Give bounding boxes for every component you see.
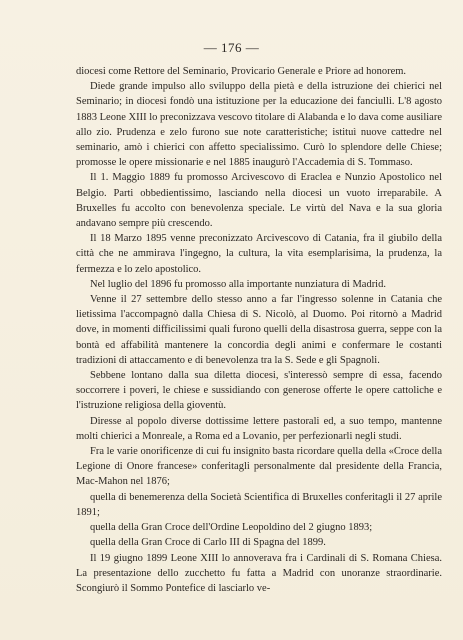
paragraph: Il 1. Maggio 1889 fu promosso Arcivescovo di Eraclea e Nunzio Apostolico nel Belgio. Parti obbedientissimo, lasciando nella diocesi un vuoto irreparabile. A Bruxelles fu accolto con benevolenza speciale. Le virtù del Nava e la sua gloria andavano sempre più crescendo. (76, 172, 442, 230)
paragraph: Nel luglio del 1896 fu promosso alla importante nunziatura di Madrid. (90, 278, 386, 290)
paragraph: quella di benemerenza della Società Scientifica di Bruxelles conferitagli il 27 aprile 1891; (76, 491, 442, 518)
page-number: — 176 — (203, 40, 260, 55)
paragraph: Il 18 Marzo 1895 venne preconizzato Arcivescovo di Catania, fra il giubilo della città che ne ammirava l'ingegno, la cultura, la vita esemplarisima, la prudenza, la fermezza e lo zelo apostolico. (76, 233, 442, 275)
paragraph: Diresse al popolo diverse dottissime lettere pastorali ed, a suo tempo, mantenne molti chierici a Monreale, a Roma ed a Lovanio, per perfezionarli negli studi. (76, 415, 442, 442)
paragraph: Diede grande impulso allo sviluppo della pietà e della istruzione dei chierici nel Seminario; in diocesi fondò una istituzione per la educazione dei fanciulli. L'8 agosto 1883 Leone XIII lo preconizzava vescovo titolare di Alabanda e lo dava come ausiliare allo zio. Prudenza e zelo furono sue note caratteristiche; istituì nuove cattedre nel seminario, amò i chierici con affetto specialissimo. Curò lo splendore delle Chiese; promosse le opere missionarie e nel 1885 inaugurò l'Accademia di S. Tommaso. (76, 81, 442, 169)
paragraph: diocesi come Rettore del Seminario, Provicario Generale e Priore ad honorem. (76, 66, 407, 77)
paragraph: Fra le varie onorificenze di cui fu insignito basta ricordare quella della «Croce della Legione di Onore francese» conferitagli personalmente dal presidente della Francia, Mac-Mahon nel 1876; (76, 446, 442, 488)
paragraph: quella della Gran Croce di Carlo III di Spagna del 1899. (90, 537, 326, 549)
document-body (76, 64, 442, 596)
paragraph: quella della Gran Croce dell'Ordine Leopoldino del 2 giugno 1893; (90, 522, 373, 534)
paragraph: Il 19 giugno 1899 Leone XIII lo annoverava fra i Cardinali di S. Romana Chiesa. La presentazione dello zucchetto fu fatta a Madrid con unoranze straordinarie. Scongiurò il Sommo Pontefice di lasciarlo ve- (76, 552, 442, 594)
paragraph: Venne il 27 settembre dello stesso anno a far l'ingresso solenne in Catania che lietissima l'accompagnò dalla Chiesa di S. Nicolò, al Duomo. Poi ritornò a Madrid dove, in momenti difficilissimi quali furono quelli della disastrosa guerra, seppe con la bontà ed affabilità mantenere la concordia degli animi e confermare le costanti tradizioni di attaccamento e di benevolenza tra la S. Sede e gli Spagnoli. (76, 294, 442, 366)
paragraph: Sebbene lontano dalla sua diletta diocesi, s'interessò sempre di essa, facendo soccorrere i poveri, le chiese e sussidiando con generose offerte le opere cattoliche e l'istruzione religiosa della gioventù. (76, 370, 442, 412)
